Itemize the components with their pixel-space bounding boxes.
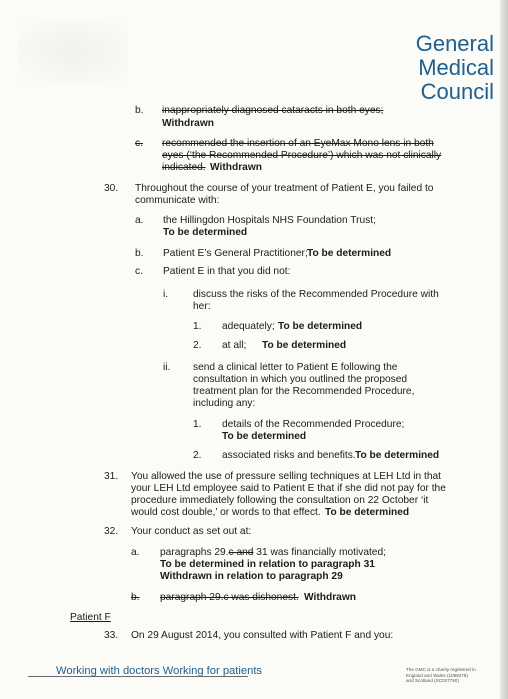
- page-edge-shadow: [500, 0, 508, 699]
- subitem-label: ii.: [163, 362, 171, 373]
- status-text: To be determined: [355, 450, 440, 461]
- footer-note: [406, 667, 496, 684]
- subsubitem-label: 2.: [193, 340, 202, 351]
- subsubitem-text: adequately;: [222, 321, 275, 332]
- paragraph-text: communicate with:: [135, 195, 220, 206]
- item-label: b.: [135, 248, 144, 259]
- subitem-label: i.: [163, 289, 169, 300]
- status-text: To be determined: [325, 507, 410, 518]
- subsubitem-label: 2.: [193, 450, 202, 461]
- subitem-text: discuss the risks of the Recommended Procedure with: [193, 289, 439, 300]
- subsubitem-label: 1.: [193, 321, 202, 332]
- subitem-text: including any:: [193, 398, 256, 409]
- gmc-logo: [416, 32, 494, 104]
- paragraph-number: 33.: [104, 630, 119, 641]
- paragraph-text: Throughout the course of your treatment of Patient E, you failed to: [135, 183, 434, 194]
- subitem-text: consultation in which you outlined the proposed: [193, 374, 408, 385]
- paragraph-text: would cost double,’ or words to that effect.: [131, 507, 321, 518]
- struck-text: recommended the insertion of an EyeMax Mono lens in both: [162, 138, 434, 149]
- footer-note-line: The GMC is a charity registered in: [406, 667, 476, 672]
- item-label: b.: [135, 105, 144, 116]
- status-text: Withdrawn: [162, 118, 214, 129]
- status-text: Withdrawn: [304, 592, 356, 603]
- paragraph-number: 32.: [104, 526, 119, 537]
- paragraph-text: your LEH Ltd employee said to Patient E that if she did not pay for the: [131, 483, 446, 494]
- item-label: c.: [135, 266, 143, 277]
- struck-text: indicated.: [162, 162, 206, 173]
- item-text-pre: paragraphs 29.: [160, 547, 229, 558]
- struck-text: inappropriately diagnosed cataracts in both eyes;: [162, 105, 384, 116]
- item-text-post: 31 was financially motivated;: [253, 547, 386, 558]
- subsubitem-text: at all;: [222, 340, 247, 351]
- scan-smudge: [18, 22, 128, 82]
- status-text: To be determined in relation to paragraph 31: [160, 559, 375, 570]
- subitem-text: send a clinical letter to Patient E following the: [193, 362, 398, 373]
- status-text: To be determined: [163, 227, 248, 238]
- footer-tagline: Working with doctors Working for patients: [56, 665, 263, 677]
- item-text: the Hillingdon Hospitals NHS Foundation Trust;: [163, 215, 376, 226]
- struck-text: eyes (‘the Recommended Procedure’) which was not clinically: [162, 150, 442, 161]
- subsubitem-text: associated risks and benefits.: [222, 450, 356, 461]
- subsubitem-label: 1.: [193, 419, 202, 430]
- subsubitem-text: details of the Recommended Procedure;: [222, 419, 405, 430]
- item-text: Patient E’s General Practitioner;: [163, 248, 308, 259]
- item-text: Patient E in that you did not:: [163, 266, 291, 277]
- paragraph-text: Your conduct as set out at:: [131, 526, 252, 537]
- item-label: a.: [135, 215, 144, 226]
- item-label: b.: [131, 592, 140, 603]
- status-text: Withdrawn in relation to paragraph 29: [160, 571, 343, 582]
- status-text: To be determined: [307, 248, 392, 259]
- footer-note-line: England and Wales (1089278): [406, 672, 468, 678]
- footer-note-line: and Scotland (SC037750): [406, 678, 459, 684]
- status-text: To be determined: [262, 340, 347, 351]
- item-label: a.: [131, 547, 140, 558]
- paragraph-text: procedure immediately following the consultation on 22 October ‘it: [131, 495, 429, 506]
- section-heading: Patient F: [70, 612, 111, 623]
- item-label: c.: [135, 138, 143, 149]
- status-text: Withdrawn: [210, 162, 262, 173]
- logo-line-1: General: [415, 31, 494, 56]
- status-text: To be determined: [222, 431, 307, 442]
- logo-line-2: Medical: [418, 55, 494, 80]
- struck-text: paragraph 29.c was dishonest.: [160, 592, 299, 603]
- paragraph-number: 30.: [104, 183, 119, 194]
- struck-text: c and: [228, 547, 254, 558]
- paragraph-number: 31.: [104, 471, 119, 482]
- paragraph-text: You allowed the use of pressure selling techniques at LEH Ltd in that: [131, 471, 441, 482]
- logo-line-3: Council: [420, 79, 494, 104]
- subitem-text: her:: [193, 301, 211, 312]
- status-text: To be determined: [278, 321, 363, 332]
- paragraph-text: On 29 August 2014, you consulted with Patient F and you:: [131, 630, 394, 641]
- subitem-text: treatment plan for the Recommended Procedure,: [193, 386, 415, 397]
